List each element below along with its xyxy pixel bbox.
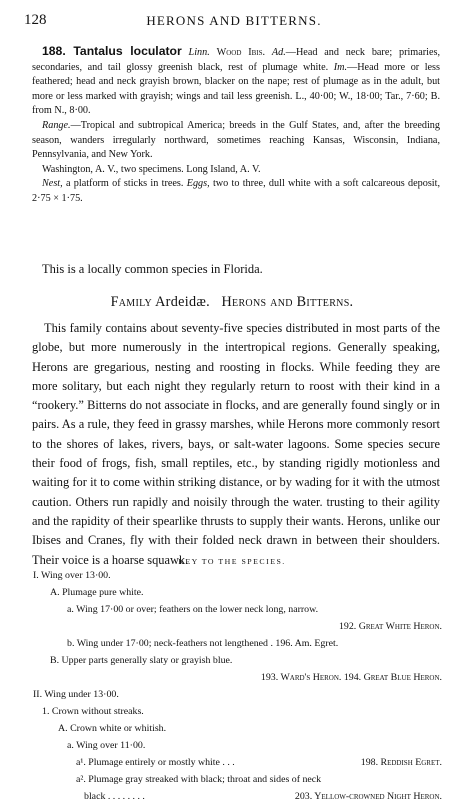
key-line-13: a². Plumage gray streaked with black; throat and sides of neck [76,774,322,785]
immature-description: —Head more or less feathered; head and neck grayish brown, blacker on the nape; rest of plumage as in the adult, but more or less marked with grayish; wings and tail less greenish. L., 40·00; W., 18·00; Tar., 7·60; B. from N., 8·00. [32,61,440,117]
immature-label: Im. [333,61,348,73]
key-line-11: a. Wing over 11·00. [67,740,146,751]
species-account [32,44,440,207]
key-line-7: 193. Ward's Heron. 194. Great Blue Heron. [260,672,442,683]
species-authority: Linn. [188,47,210,58]
eggs-label: Eggs, [186,178,210,190]
key-line-6: B. Upper parts generally slaty or grayish blue. [50,655,233,666]
adult-label: Ad. [271,47,286,58]
running-head: HERONS AND BITTERNS. [146,13,322,28]
range-text: —Tropical and subtropical America; breeds in the Gulf States, and, after the breeding season, wanders irregularly northward, sometimes reaching Kansas, Wisconsin, Indiana, Pennsylvania, and New York. [32,119,440,161]
local-note: This is a locally common species in Florida. [42,262,263,276]
key-line-1: I. Wing over 13·00. [33,570,111,581]
species-number: 188. [42,44,66,58]
key-title: KEY TO THE SPECIES. [178,557,286,566]
page-header [24,12,444,28]
family-prefix: Family [110,294,153,310]
common-name: Wood Ibis. [216,47,266,58]
family-common-name: Herons and Bitterns. [221,294,354,310]
nest-label: Nest, [42,178,63,190]
adult-description: —Head and neck bare; primaries, secondaries, and tail glossy greenish black, rest of plumage white. [32,47,441,73]
family-heading [0,294,464,311]
key-line-4: 192. Great White Heron. [338,621,442,632]
range-label: Range. [42,119,71,131]
key-line-5: b. Wing under 17·00; neck-feathers not lengthened . 196. Am. Egret. [67,638,339,649]
family-introduction [32,319,440,570]
nest-eggs-paragraph [32,177,440,206]
key-line-14b: 203. Yellow-crowned Night Heron. [294,791,442,802]
records-line: Washington, A. V., two specimens. Long Island, A. V. [42,163,261,175]
range-paragraph [32,119,440,163]
intro-paragraph: This family contains about seventy-five species distributed in most parts of the globe, but more numerously in the intertropical regions. Generally speaking, Herons are gregarious, nesting and roosting in flocks. While feeding they are more solitary, but each night they regularly return to roost with their kind in a “rookery.” Bitterns do not associate in flocks, and are generally found singly or in pairs. As a rule, they feed in grassy marshes, while Herons more commonly resort to the shores of lakes, rivers, bays, or salt-water lagoons. Some species secure their food of frogs, fish, small reptiles, etc., by standing rigidly motionless and waiting for it to come within striking distance, or by wading for it with the utmost caution. Others run rapidly and noisily through the water. trusting to their agility and the rapidity of their spearlike thrusts to supply their wants. Herons, unlike our Ibises and Cranes, fly with their folded neck drawn in between their shoulders. Their voice is a hoarse squawk. [32,321,440,567]
key-line-14a: black . . . . . . . . [84,791,145,802]
key-line-2: A. Plumage pure white. [50,587,144,598]
species-name: Tantalus loculator [73,44,182,58]
species-description [32,44,440,119]
key-line-12a: a¹. Plumage entirely or mostly white . . . [76,757,235,768]
family-name: Ardeidæ. [155,294,210,310]
key-line-9: 1. Crown without streaks. [42,706,144,717]
key-line-10: A. Crown white or whitish. [58,723,167,734]
nest-text: a platform of sticks in trees. [65,178,184,190]
page-number: 128 [24,12,47,28]
key-line-8: II. Wing under 13·00. [33,689,119,700]
key-line-3: a. Wing 17·00 or over; feathers on the lower neck long, narrow. [67,604,319,615]
eggs-text: two to three, dull white with a soft calcareous deposit, 2·75 × 1·75. [32,178,441,204]
key-line-12b: 198. Reddish Egret. [360,757,442,768]
